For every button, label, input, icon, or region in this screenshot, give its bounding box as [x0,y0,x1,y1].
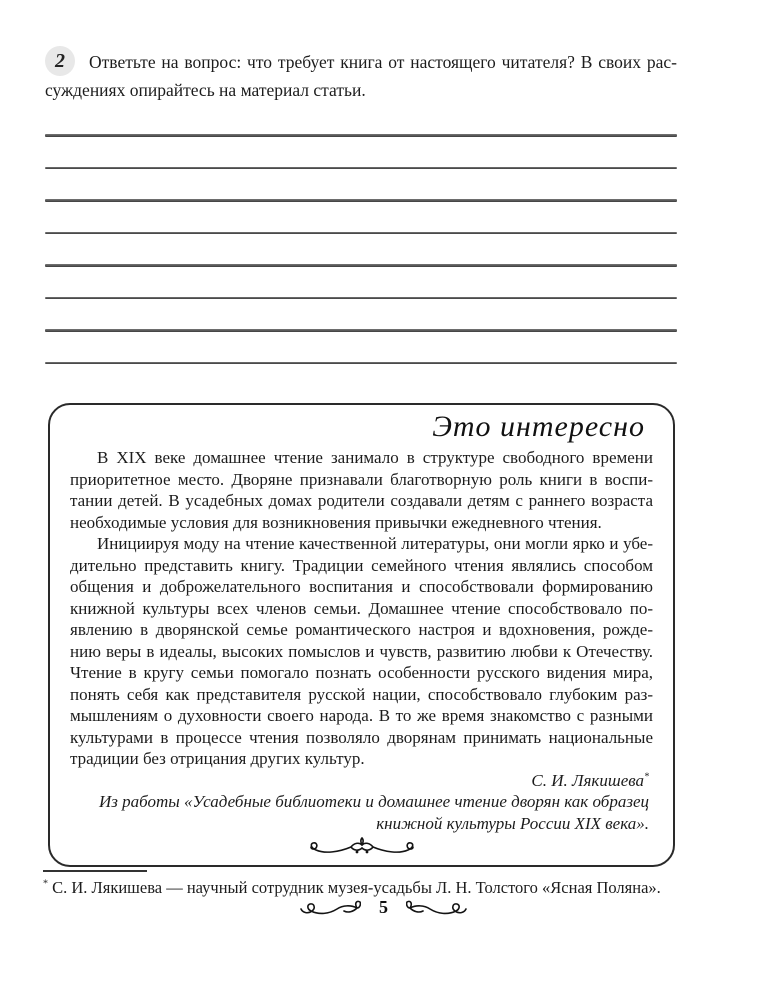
info-box-text-line: дительно представить книгу. Традиции семейного чтения являлись способом [70,555,653,575]
info-box-text-line: приоритетное место. Дворяне признавали благотворную роль книги в воспи- [70,469,653,489]
info-box-text-line: понять себя как представителя русской нации, способствовало глубоким раз- [70,684,653,704]
info-box-text-line: мышлениям о духовности своего народа. В то же время знакомство с разными [70,706,653,725]
footnote-mark: * [43,878,48,890]
page-number: 5 [379,897,388,917]
info-box-text-line: Чтение в кругу семьи помогало познать особенности русского видения мира, [70,663,653,682]
question-number: 2 [55,50,65,72]
answer-rule-line [45,264,677,267]
info-box-heading: Это интересно [432,410,645,443]
answer-rule-line [45,199,677,202]
page-footer [0,897,767,918]
info-box-text-line: тании детей. В усадебных домах родители создавали детям с раннего возраста [70,491,653,510]
question-block [45,48,677,104]
question-text-line-1: Ответьте на вопрос: что требует книга от настоящего читателя? В своих рас- [89,52,677,72]
answer-rule-line [45,297,677,300]
info-box [48,403,675,867]
author-line [70,770,653,792]
info-box-text-line: В XIX веке домашнее чтение занимало в структуре свободного времени [97,448,653,467]
info-box-paragraphs [70,447,653,770]
author-footnote-mark: * [644,770,649,782]
answer-lines [45,134,677,364]
info-box-text-line: традиции без отрицания других культур. [70,749,365,768]
info-box-text-line: общения и доброжелательного воспитания и способствовали формированию [70,577,653,596]
info-box-text-line: Инициируя моду на чтение качественной литературы, они могли ярко и убе- [97,534,653,553]
source-line-1: Из работы «Усадебные библиотеки и домашнее чтение дворян как образец [99,792,649,811]
info-box-text-line: книжной культуры всех членов семьи. Домашнее чтение способствовало по- [70,598,653,618]
footnote-body: С. И. Лякишева — научный сотрудник музея-усадьбы Л. Н. Толстого «Ясная Поляна». [52,878,661,897]
author-name: С. И. Лякишева [531,770,644,790]
answer-rule-line [45,134,677,137]
info-box-text-line: необходимые условия для возникновения привычки ежедневного чтения. [70,512,602,532]
info-box-text-line: культурами в процессе чтения позволяло дворянам принимать национальные [70,727,653,747]
question-number-ornament-icon [45,46,75,76]
source-line-2: книжной культуры России XIX века». [376,813,649,833]
answer-rule-line [45,232,677,235]
answer-rule-line [45,167,677,170]
info-box-text-line: явлению в дворянской семье романтического настроя и вдохновения, рожде- [70,620,653,639]
swirl-flourish-left-icon [299,899,361,917]
question-text-line-2: суждениях опирайтесь на материал статьи. [45,80,366,100]
footnote-text [43,877,683,899]
footnote-divider [43,870,147,872]
answer-rule-line [45,329,677,332]
answer-rule-line [45,362,677,365]
decorative-flourish-icon [70,837,653,857]
info-box-text-line: нию веры в идеалы, высоких помыслов и чувств, развитию любви к Отечеству. [70,641,653,661]
swirl-flourish-right-icon [406,899,468,917]
footnote [43,870,683,899]
